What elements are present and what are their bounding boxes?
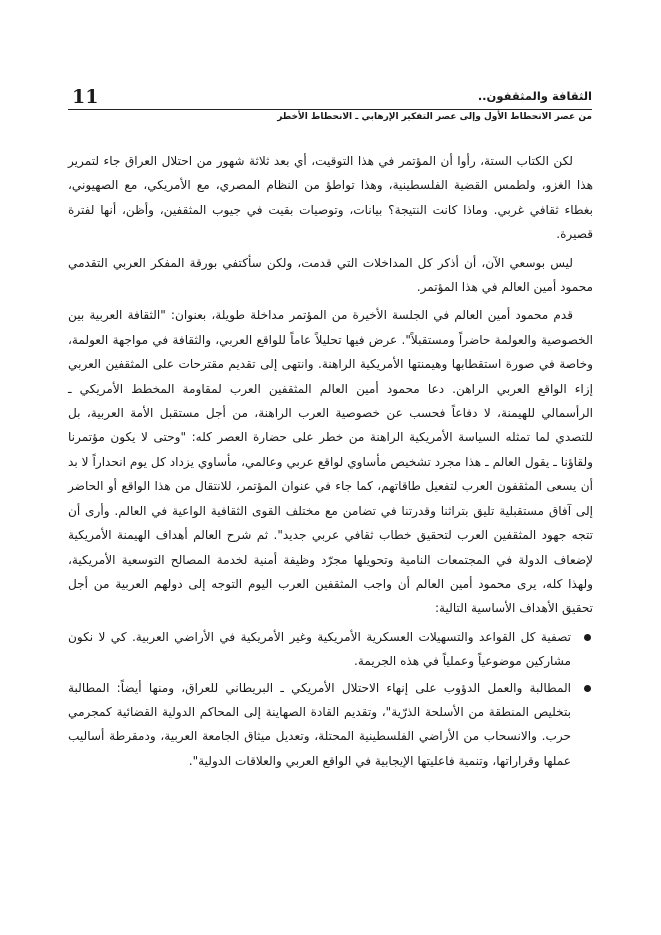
list-item — [68, 625, 593, 674]
paragraph: لكن الكتاب الستة، رأوا أن المؤتمر في هذا التوقيت، أي بعد ثلاثة شهور من احتلال العراق جاء لتمرير هذا الغزو، ولطمس القضية الفلسطينية، وهذا تواطؤ من النظام المصري، مع الأمريكي، مع الصهيوني، بغطاء ثقافي غربي. وماذا كانت النتيجة؟ بيانات، وتوصيات بقيت في جيوب المثقفين، وأظن، أنها لفترة قصيرة. — [68, 154, 593, 242]
header-divider — [68, 109, 592, 110]
list-item-text: تصفية كل القواعد والتسهيلات العسكرية الأمريكية وغير الأمريكية في الأراضي العربية. كي لا نكون مشاركين موضوعياً وعملياً في هذه الجريمة. — [68, 629, 571, 669]
bullet-icon — [584, 685, 591, 692]
running-title: الثقافة والمثقفون.. — [477, 89, 592, 103]
list-item — [68, 676, 593, 774]
page-body — [68, 149, 593, 775]
page-number: 11 — [72, 86, 99, 108]
bullet-list — [68, 625, 593, 773]
page-header — [68, 84, 592, 122]
paragraph: قدم محمود أمين العالم في الجلسة الأخيرة من المؤتمر مداخلة طويلة، بعنوان: "الثقافة العربية بين الخصوصية والعولمة حاضراً ومستقبلاً". عرض فيها تحليلاً عاماً للواقع العربي، والثقافة في مواجهة العولمة، وخاصة في صورة استقطابها وهيمنتها الأمريكية الراهنة. وانتهى إلى تقديم مقترحات على المثقفين العربي إزاء الواقع العربي الراهن. دعا محمود أمين العالم المثقفين العرب لمقاومة المخطط الأمريكي ـ الرأسمالي للهيمنة، لا دفاعاً فحسب عن خصوصية العرب الراهنة، من أجل مستقبل الأمة العربية، بل للتصدي لما تمثله السياسة الأمريكية الراهنة من خطر على حضارة العصر كله: "وحتى لا يكون مؤتمرنا ولقاؤنا ـ يقول العالم ـ هذا مجرد تشخيص مأساوي لواقع عربي وعالمي، مأساوي يزداد كل يوم انحداراً لا بد أن يسعى المثقفون العرب لتفعيل طاقاتهم، كما جاء في عنوان المؤتمر، للانتقال من هذا الواقع أو الحاضر إلى آفاق مستقبلية تليق بتراثنا وقدرتنا في تضامن مع مختلف القوى الثقافية الواعية في العالم. وأرى أن تتجه جهود المثقفين العرب لتحقيق خطاب ثقافي عربي جديد". ثم شرح العالم أهداف الهيمنة الأمريكية لإضعاف الدولة في المجتمعات النامية وتحويلها مجرّد وظيفة أمنية لخدمة المصالح التوسعية الأمريكية، ولهذا كله، يرى محمود أمين العالم أن واجب المثقفين العرب اليوم التوجه إلى دولهم العربية من أجل تحقيق الأهداف الأساسية التالية: — [68, 308, 593, 616]
bullet-icon — [584, 634, 591, 641]
list-item-text: المطالبة والعمل الدؤوب على إنهاء الاحتلال الأمريكي ـ البريطاني للعراق، ومنها أيضاً: المطالبة بتخليص المنطقة من الأسلحة الذرّية"، وتقديم القادة الصهاينة إلى المحاكم الدولية القضائية كمجرمي حرب. والانسحاب من الأراضي الفلسطينية المحتلة، وتعديل ميثاق الجامعة العربية، ودمقرطة أساليب عملها وقراراتها، وتنمية فاعليتها الإيجابية في الواقع العربي والعلاقات الدولية". — [68, 680, 571, 768]
running-subtitle: من عصر الانحطاط الأول وإلى عصر التفكير الإرهابي ـ الانحطاط الأخطر — [277, 112, 592, 122]
paragraph: ليس بوسعي الآن، أن أذكر كل المداخلات التي قدمت، ولكن سأكتفي بورقة المفكر العربي التقدمي محمود أمين العالم في هذا المؤتمر. — [68, 255, 593, 295]
